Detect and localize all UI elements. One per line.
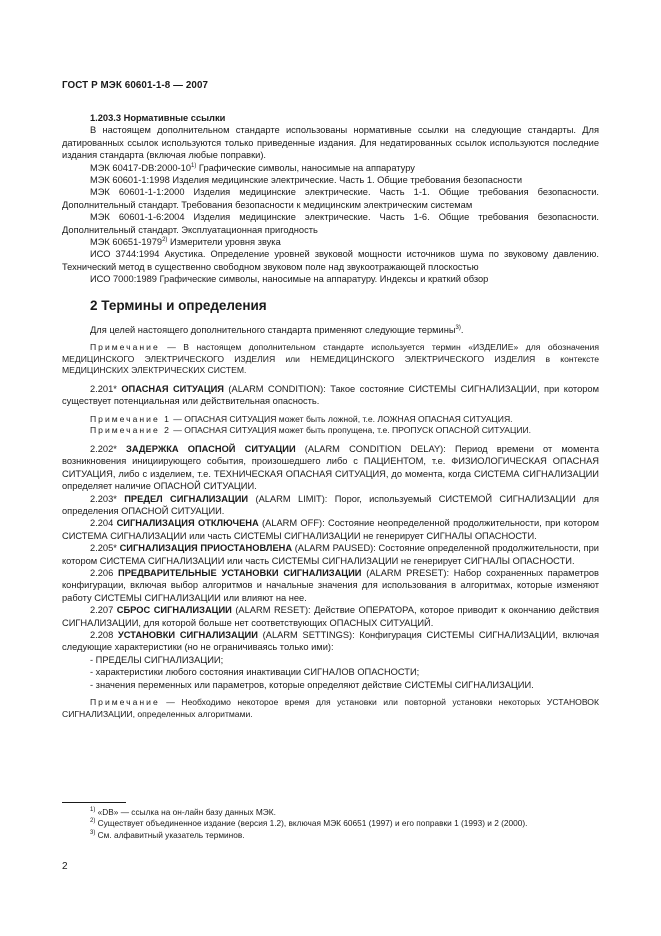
term-2-207: 2.207 СБРОС СИГНАЛИЗАЦИИ (ALARM RESET): Действие ОПЕРАТОРА, которое приводит к окончанию действия СИГНАЛИЗАЦИИ, для которой больше нет соответствующих ОПАСНЫХ СИТУАЦИЙ. (62, 605, 599, 628)
section-2-title: 2 Термины и определения (90, 297, 267, 313)
footnote-divider (62, 802, 126, 803)
ref-item: МЭК 60601-1-1:2000 Изделия медицинские электрические. Часть 1-1. Общие требования безопасности. Дополнительный стандарт. Требования безопасности к медицинским электрическим системам (62, 187, 599, 210)
term-2-204: 2.204 СИГНАЛИЗАЦИЯ ОТКЛЮЧЕНА (ALARM OFF): Состояние неопределенной продолжительности, при котором СИСТЕМА СИГНАЛИЗАЦИИ или часть СИСТЕМЫ СИГНАЛИЗАЦИИ не генерирует СИГНАЛЫ ОПАСНОСТИ. (62, 518, 599, 541)
list-item: - ПРЕДЕЛЫ СИГНАЛИЗАЦИИ; (90, 654, 224, 665)
term-2-201-note-1: Примечание 1 — ОПАСНАЯ СИТУАЦИЯ может быть ложной, т.е. ЛОЖНАЯ ОПАСНАЯ СИТУАЦИЯ. (90, 413, 513, 424)
term-2-202: 2.202* ЗАДЕРЖКА ОПАСНОЙ СИТУАЦИИ (ALARM CONDITION DELAY): Период времени от момента возникновения инициирующего события, произошедшего либо с ПАЦИЕНТОМ, т.е. ФИЗИОЛОГИЧЕСКАЯ ОПАСНАЯ СИТУАЦИЯ, либо с изделием, т.е. ТЕХНИЧЕСКАЯ ОПАСНАЯ СИТУАЦИЯ, до момента, когда СИСТЕМА СИГНАЛИЗАЦИИ определяет наличие ОПАСНОЙ СИТУАЦИИ. (62, 443, 599, 492)
ref-item: МЭК 60651-1979$^{2)}$ Измерители уровня звука (90, 236, 281, 248)
ref-item: МЭК 60601-1-6:2004 Изделия медицинские электрические. Часть 1-6. Общие требования безопасности. Дополнительный стандарт. Эксплуатационная пригодность (62, 212, 599, 235)
page-number: 2 (62, 861, 68, 872)
ref-item: МЭК 60601-1:1998 Изделия медицинские электрические. Часть 1. Общие требования безопасности (90, 175, 523, 186)
footnote: $^{3)}$ См. алфавитный указатель терминов. (90, 829, 245, 840)
term-2-208: 2.208 УСТАНОВКИ СИГНАЛИЗАЦИИ (ALARM SETTINGS): Конфигурация СИСТЕМЫ СИГНАЛИЗАЦИИ, включая следующие характеристики (но не ограничиваясь только ими): (62, 629, 599, 653)
ref-item: ИСО 7000:1989 Графические символы, наносимые на аппаратуру. Индексы и краткий обзор (90, 274, 489, 285)
footnote: $^{2)}$ Существует объединенное издание (версия 1.2), включая МЭК 60651 (1997) и его поправки 1 (1993) и 2 (2000). (90, 818, 528, 829)
list-item: - характеристики любого состояния инактивации СИГНАЛОВ ОПАСНОСТИ; (90, 667, 420, 678)
term-2-201-note-2: Примечание 2 — ОПАСНАЯ СИТУАЦИЯ может быть пропущена, т.е. ПРОПУСК ОПАСНОЙ СИТУАЦИИ. (90, 425, 532, 436)
note-main: Примечание — В настоящем дополнительном стандарте используется термин «ИЗДЕЛИЕ» для обозначения МЕДИЦИНСКОГО ЭЛЕКТРИЧЕСКОГО ИЗДЕЛИЯ или НЕМЕДИЦИНСКОГО ЭЛЕКТРИЧЕСКОГО ИЗДЕЛИЯ в контексте МЕДИЦИНСКИХ ЭЛЕКТРИЧЕСКИХ СИСТЕМ. (62, 342, 599, 376)
normative-refs-intro: В настоящем дополнительном стандарте использованы нормативные ссылки на следующие стандарты. Для датированных ссылок используются только приведенные издания. Для недатированных ссылок используются последние издания стандарта (включая любые поправки). (62, 125, 599, 161)
term-2-201: 2.201* ОПАСНАЯ СИТУАЦИЯ (ALARM CONDITION): Такое состояние СИСТЕМЫ СИГНАЛИЗАЦИИ, при котором существует потенциальная или действительная опасность. (62, 383, 599, 407)
document-header: ГОСТ Р МЭК 60601-1-8 — 2007 (62, 80, 209, 91)
term-2-205: 2.205* СИГНАЛИЗАЦИЯ ПРИОСТАНОВЛЕНА (ALARM PAUSED): Состояние определенной продолжительности, при котором СИСТЕМА СИГНАЛИЗАЦИИ или часть СИСТЕМЫ СИГНАЛИЗАЦИИ не генерирует СИГНАЛЫ ОПАСНОСТИ. (62, 543, 599, 566)
section-2-intro: Для целей настоящего дополнительного стандарта применяют следующие термины$^{3)}$. (90, 324, 464, 335)
term-2-208-note: Примечание — Необходимо некоторое время для установки или повторной установки некоторых УСТАНОВОК СИГНАЛИЗАЦИИ, определенных алгоритмами. (62, 697, 599, 719)
footnotes (62, 807, 599, 841)
ref-item: МЭК 60417-DB:2000-10$^{1)}$ Графические символы, наносимые на аппаратуру (90, 162, 415, 173)
footnote: $^{1)}$ «DB» — ссылка на он-лайн базу данных МЭК. (90, 807, 276, 817)
term-2-206: 2.206 ПРЕДВАРИТЕЛЬНЫЕ УСТАНОВКИ СИГНАЛИЗАЦИИ (ALARM PRESET): Набор сохраненных параметров конфигурации, включая выбор алгоритмов и начальные значения для использования в алгоритмах, которые изменяют работу СИСТЕМЫ СИГНАЛИЗАЦИИ или влияют на нее. (62, 567, 599, 603)
list-item: - значения переменных или параметров, которые определяют действие СИСТЕМЫ СИГНАЛИЗАЦИИ. (90, 679, 534, 690)
ref-item: ИСО 3744:1994 Акустика. Определение уровней звуковой мощности источников шума по звуковому давлению. Технический метод в существенно свободном звуковом поле над звукоотражающей плоскостью (62, 249, 599, 272)
document-body (62, 112, 599, 720)
section-1-203-3-title: 1.203.3 Нормативные ссылки (90, 113, 226, 123)
term-2-203: 2.203* ПРЕДЕЛ СИГНАЛИЗАЦИИ (ALARM LIMIT): Порог, используемый СИСТЕМОЙ СИГНАЛИЗАЦИИ для определения ОПАСНОЙ СИТУАЦИИ. (62, 493, 600, 516)
